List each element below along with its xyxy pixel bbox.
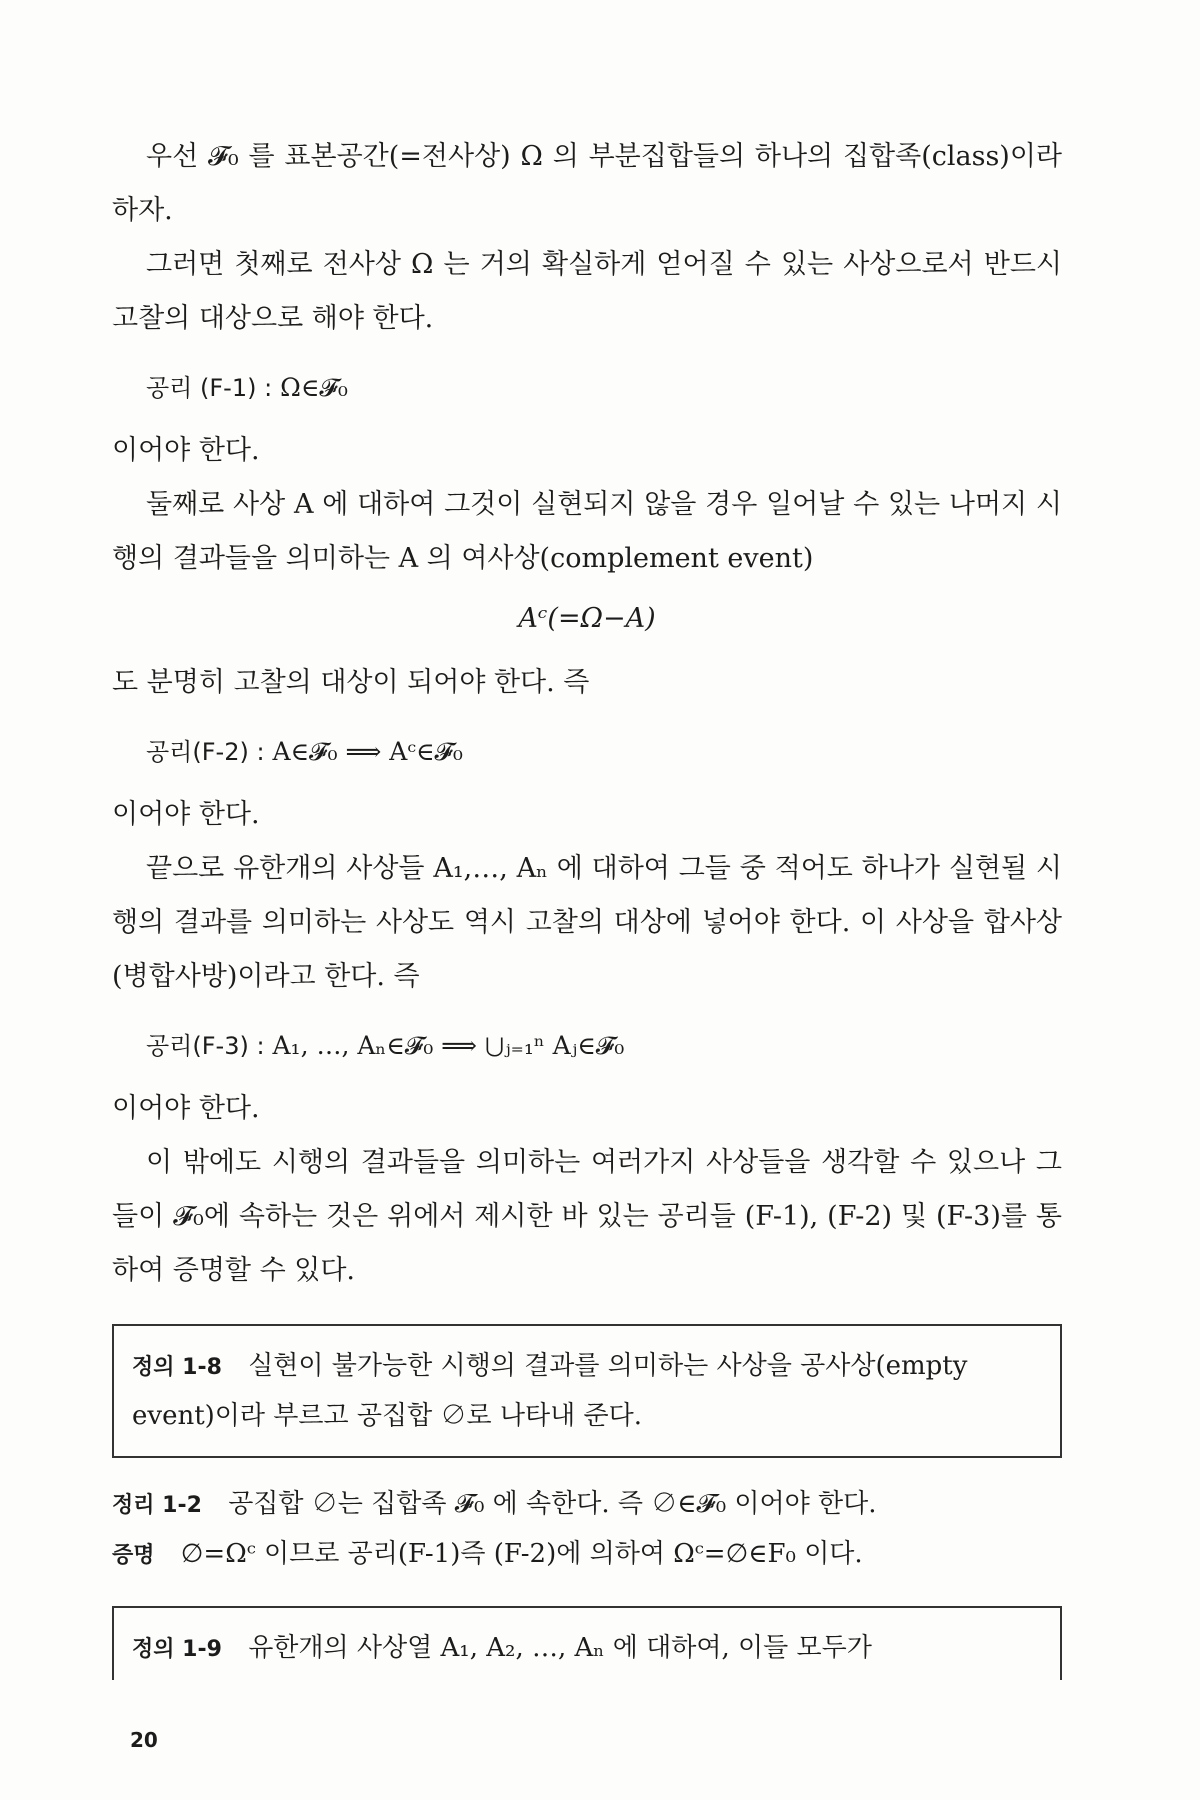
theorem-1-2 bbox=[112, 1480, 1062, 1530]
paragraph-1: 우선 𝓕₀ 를 표본공간(=전사상) Ω 의 부분집합들의 하나의 집합족(class)이라 하자. bbox=[112, 141, 1062, 226]
paragraph-2: 그러면 첫째로 전사상 Ω 는 거의 확실하게 얻어질 수 있는 사상으로서 반드시 고찰의 대상으로 해야 한다. bbox=[112, 249, 1062, 334]
paragraph-7: 끝으로 유한개의 사상들 A₁,…, Aₙ 에 대하여 그들 중 적어도 하나가 실현될 시행의 결과를 의미하는 사상도 역시 고찰의 대상에 넣어야 한다. 이 사상을 합사상(병합사방)이라고 한다. 즉 bbox=[112, 853, 1062, 992]
paragraph-6: 이어야 한다. bbox=[112, 799, 260, 830]
page-body bbox=[112, 130, 1062, 1680]
axiom-f1-label: 공리 (F-1) : bbox=[146, 374, 273, 402]
proof-text: ∅=Ωᶜ 이므로 공리(F-1)즉 (F-2)에 의하여 Ωᶜ=∅∈F₀ 이다. bbox=[180, 1539, 863, 1569]
definition-1-8-head: 정의 1-8 bbox=[132, 1355, 222, 1380]
axiom-f1-formula: Ω∈𝓕₀ bbox=[280, 373, 348, 402]
definition-1-9-head: 정의 1-9 bbox=[132, 1637, 222, 1662]
paragraph-5: 도 분명히 고찰의 대상이 되어야 한다. 즉 bbox=[112, 667, 590, 698]
axiom-f2-label: 공리(F-2) : bbox=[146, 738, 265, 766]
axiom-f3-label: 공리(F-3) : bbox=[146, 1032, 265, 1060]
axiom-f2-formula: A∈𝓕₀ ⟹ Aᶜ∈𝓕₀ bbox=[272, 737, 463, 766]
page-number: 20 bbox=[130, 1728, 158, 1752]
complement-formula: Aᶜ(=Ω−A) bbox=[518, 603, 656, 634]
axiom-f3-formula: A₁, …, Aₙ∈𝓕₀ ⟹ ⋃ⱼ₌₁ⁿ Aⱼ∈𝓕₀ bbox=[272, 1031, 625, 1060]
axiom-f1 bbox=[146, 362, 1062, 414]
axiom-f2 bbox=[146, 726, 1062, 778]
proof-head: 증명 bbox=[112, 1543, 155, 1568]
definition-1-9-box bbox=[112, 1606, 1062, 1680]
paragraph-3: 이어야 한다. bbox=[112, 435, 260, 466]
axiom-f3 bbox=[146, 1020, 1062, 1072]
definition-1-8-box bbox=[112, 1324, 1062, 1458]
paragraph-9: 이 밖에도 시행의 결과들을 의미하는 여러가지 사상들을 생각할 수 있으나 그들이 𝓕₀에 속하는 것은 위에서 제시한 바 있는 공리들 (F-1), (F-2) 및 (F-3)를 통하여 증명할 수 있다. bbox=[112, 1147, 1062, 1286]
theorem-1-2-text: 공집합 ∅는 집합족 𝓕₀ 에 속한다. 즉 ∅∈𝓕₀ 이어야 한다. bbox=[228, 1489, 877, 1519]
definition-1-9-text: 유한개의 사상열 A₁, A₂, …, Aₙ 에 대하여, 이들 모두가 bbox=[248, 1633, 872, 1663]
paragraph-4: 둘째로 사상 A 에 대하여 그것이 실현되지 않을 경우 일어날 수 있는 나머지 시행의 결과들을 의미하는 A 의 여사상(complement event) bbox=[112, 489, 1062, 574]
paragraph-8: 이어야 한다. bbox=[112, 1093, 260, 1124]
definition-1-8-text: 실현이 불가능한 시행의 결과를 의미하는 사상을 공사상(empty event)이라 부르고 공집합 ∅로 나타내 준다. bbox=[132, 1351, 968, 1431]
theorem-1-2-head: 정리 1-2 bbox=[112, 1493, 202, 1518]
proof bbox=[112, 1530, 1062, 1580]
